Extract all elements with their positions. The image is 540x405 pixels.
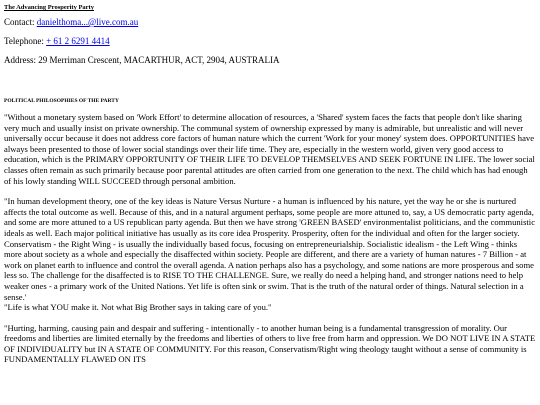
philosophy-paragraph-3: "Life is what YOU make it. Not what Big Brother says in taking care of you.": [4, 302, 272, 313]
contact-label: Contact:: [4, 17, 35, 27]
telephone-link[interactable]: + 61 2 6291 4414: [46, 36, 110, 46]
contact-line: [4, 17, 536, 28]
address-line: Address: 29 Merriman Crescent, MACARTHUR, ACT, 2904, AUSTRALIA: [4, 55, 280, 65]
philosophy-paragraph-4: "Hurting, harming, causing pain and despair and suffering - intentionally - to another human being is a fundamental transgression of morality. Our freedoms and liberties are limited eternally by the freedoms and liberties of others to live free from harm and oppression. We DO NOT LIVE IN A STATE OF INDIVIDUALITY but IN A STATE OF COMMUNITY. For this reason, Conservatism/Right wing theology taught without a sense of community is FUNDAMENTALLY FLAWED ON ITS: [4, 322, 536, 365]
telephone-line: [4, 36, 536, 47]
philosophy-paragraph-2: "In human development theory, one of the key ideas is Nature Versus Nurture - a human is influenced by his nature, yet the way he or she is nurtured affects the total outcome as well. Because of this, and in a natural argument perhaps, some people are more attuned to, say, a US democratic party agenda, and some are more attuned to a US republican party agenda. But then we have strong 'GREEN BASED' environmentalist politicians, and the communistic ideals as well. Each major political initiative has usually as its core idea Prosperity. Prosperity, often for the individual and often for the larger society. Conservatism - the Right Wing - is usually the individually based focus, focusing on entrepreneurialship. Socialistic idealism - the Left Wing - thinks more about society as a whole and especially the disaffected within society. People are different, and there are a variety of human natures - 7 Billion - at work on planet earth to influence and control the overall agenda. A nation perhaps also has a psychology, and some nations are more prosperous and some less so. The challenge for the disaffected is to RISE TO THE CHALLENGE. Sure, we really do need a helping hand, and stronger nations need to help weaker ones - a primary work of the United Nations. Yet life is often sink or swim. That is the truth of the natural order of things. Natural selection in a sense.': [4, 196, 536, 302]
email-link[interactable]: danielthoma...@live.com.au: [36, 17, 139, 27]
telephone-label: Telephone:: [4, 36, 44, 46]
section-spacer: [4, 74, 536, 98]
section-heading: POLITICAL PHILOSOPHIES OF THE PARTY: [4, 98, 119, 104]
philosophy-paragraph-1: "Without a monetary system based on 'Work Effort' to determine allocation of resources, a 'Shared' system faces the facts that people don't like sharing very much and usually insist on private ownership. The communal system of ownership expressed by many is admirable, but unrealistic and will never universally occur because it does not address core factors of human nature which the current 'Work for your money' system does. OPPORTUNITIES have always been presented to those of lower social standings over their life time. They are, especially in the western world, given very good access to education, which is the PRIMARY OPPORTUNITY OF THEIR LIFE TO DEVELOP THEMSELVES AND SEEK FORTUNE IN LIFE. The lower social classes often remain as such primarily because poor parental attitudes are often carried from one generation to the next. The child which has had enough of his lowly standing WILL SUCCEED through personal ambition.: [4, 112, 535, 186]
party-name-heading[interactable]: The Advancing Prosperity Party: [4, 4, 94, 11]
